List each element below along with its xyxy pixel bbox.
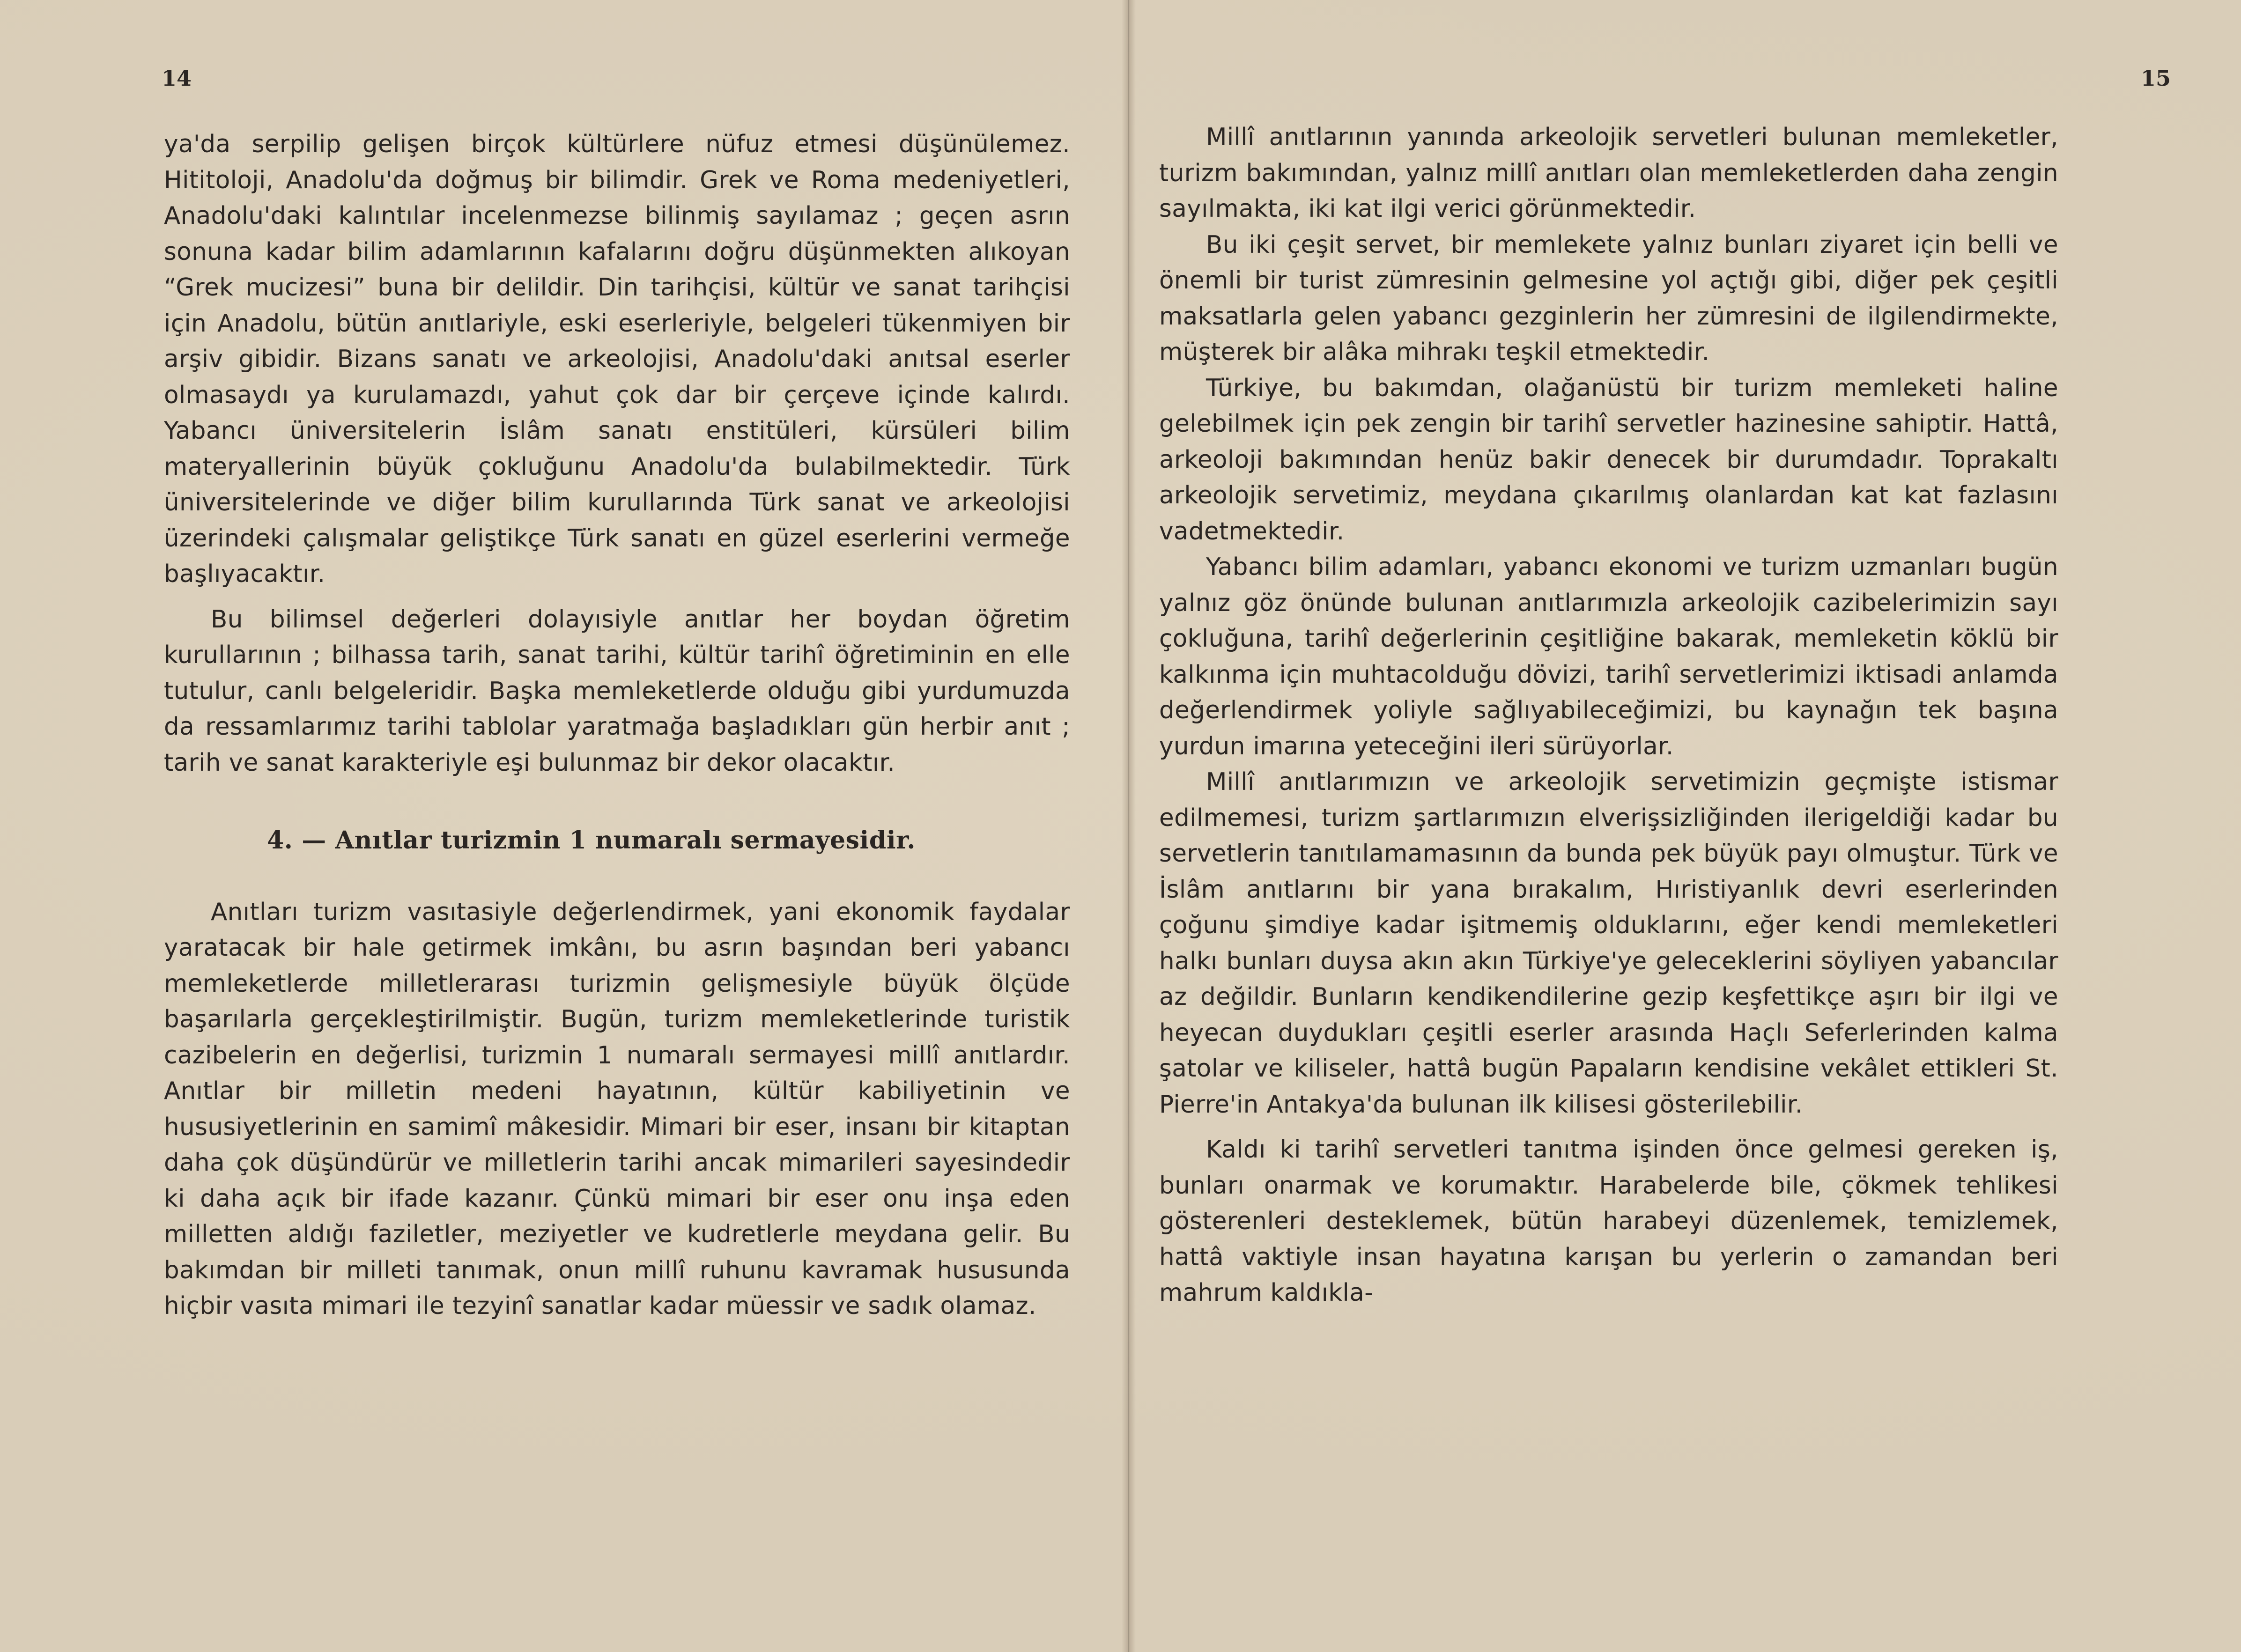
paragraph: Türkiye, bu bakımdan, olağanüstü bir turizm memleketi haline gelebilmek için pek zengin bir tarihî servetler hazinesine sahiptir. Hattâ, arkeoloji bakımından henüz bakir denecek bir durumdadır. Toprakaltı arkeolojik servetimiz, meydana çıkarılmış olanlardan kat kat fazlasını vadetmektedir. <box>1159 374 2058 546</box>
paragraph: ya'da serpilip gelişen birçok kültürlere nüfuz etmesi düşünülemez. Hititoloji, Anadolu'da doğmuş bir bilimdir. Grek ve Roma medeniyetleri, Anadolu'daki kalıntılar incelenmezse bilinmiş sayılamaz ; geçen asrın sonuna kadar bilim adamlarının kafalarını doğru düşünmekten alıkoyan “Grek mucizesi” buna bir delildir. Din tarihçisi, kültür ve sanat tarihçisi için Anadolu, bütün anıtlariyle, eski eserleriyle, belgeleri tükenmiyen bir arşiv gibidir. Bizans sanatı ve arkeolojisi, Anadolu'daki anıtsal eserler olmasaydı ya kurulamazdı, yahut çok dar bir çerçeve içinde kalırdı. Yabancı üniversitelerin İslâm sanatı enstitüleri, kürsüleri bilim materyallerinin büyük çokluğunu Anadolu'da bulabilmektedir. Türk üniversitelerinde ve diğer bilim kurullarında Türk sanat ve arkeolojisi üzerindeki çalışmalar geliştikçe Türk sanatı en güzel eserlerini vermeğe başlıyacaktır. <box>164 130 1070 588</box>
paragraph: Bu iki çeşit servet, bir memlekete yalnız bunları ziyaret için belli ve önemli bir turist zümresinin gelmesine yol açtığı gibi, diğer pek çeşitli maksatlarla gelen yabancı gezginlerin her zümresini de ilgilendirmekte, müşterek bir alâka mihrakı teşkil etmektedir. <box>1159 230 2058 366</box>
section-heading: 4. — Anıtlar turizmin 1 numaralı sermayesidir. <box>267 826 916 855</box>
right-page-text <box>1159 119 2058 1311</box>
paragraph: Kaldı ki tarihî servetleri tanıtma işinden önce gelmesi gereken iş, bunları onarmak ve korumaktır. Harabelerde bile, çökmek tehlikesi gösterenleri desteklemek, bütün harabeyi düzenlemek, temizlemek, hattâ vaktiyle insan hayatına karışan bu yerlerin o zamandan beri mahrum kaldıkla- <box>1159 1136 2058 1307</box>
paragraph: Yabancı bilim adamları, yabancı ekonomi ve turizm uzmanları bugün yalnız göz önünde bulunan anıtlarımızla arkeolojik cazibelerimizin sayı çokluğuna, tarihî değerlerinin çeşitliğine bakarak, memleketin köklü bir kalkınma için muhtacolduğu dövizi, tarihî servetlerimizi iktisadi anlamda değerlendirmek yoliyle sağlıyabileceğimizi, bu kaynağın tek başına yurdun imarına yeteceğini ileri sürüyorlar. <box>1159 553 2058 760</box>
right-page <box>1136 0 2241 1652</box>
page-number-right: 15 <box>2140 66 2171 91</box>
paragraph: Millî anıtlarımızın ve arkeolojik servetimizin geçmişte istismar edilmemesi, turizm şartlarımızın elverişsizliğinden ilerigeldiği kadar bu servetlerin tanıtılamamasının da bunda pek büyük payı olmuştur. Türk ve İslâm anıtlarını bir yana bırakalım, Hıristiyanlık devri eserlerinden çoğunu şimdiye kadar işitmemiş olduklarını, eğer kendi memleketleri halkı bunları duysa akın akın Türkiye'ye geleceklerini söyliyen yabancılar az değildir. Bunların kendikendilerine gezip keşfettikçe aşırı bir ilgi ve heyecan duydukları çeşitli eserler arasında Haçlı Seferlerinden kalma şatolar ve kiliseler, hattâ bugün Papaların kendisine vekâlet ettikleri St. Pierre'in Antakya'da bulunan ilk kilisesi gösterilebilir. <box>1159 768 2058 1119</box>
paragraph: Anıtları turizm vasıtasiyle değerlendirmek, yani ekonomik faydalar yaratacak bir hale getirmek imkânı, bu asrın başından beri yabancı memleketlerde milletlerarası turizmin gelişmesiyle büyük ölçüde başarılarla gerçekleştirilmiştir. Bugün, turizm memleketlerinde turistik cazibelerin en değerlisi, turizmin 1 numaralı sermayesi millî anıtlardır. Anıtlar bir milletin medeni hayatının, kültür kabiliyetinin ve hususiyetlerinin en samimî mâkesidir. Mimari bir eser, insanı bir kitaptan daha çok düşündürür ve milletlerin tarihi ancak mimarileri sayesindedir ki daha açık bir ifade kazanır. Çünkü mimari bir eser onu inşa eden milletten aldığı faziletler, meziyetler ve kudretlerle meydana gelir. Bu bakımdan bir milleti tanımak, onun millî ruhunu kavramak hususunda hiçbir vasıta mimari ile tezyinî sanatlar kadar müessir ve sadık olamaz. <box>164 898 1070 1320</box>
book-gutter <box>1122 0 1136 1652</box>
left-page-text <box>164 126 1070 1324</box>
paragraph: Millî anıtlarının yanında arkeolojik servetleri bulunan memleketler, turizm bakımından, yalnız millî anıtları olan memleketlerden daha zengin sayılmakta, iki kat ilgi verici görünmektedir. <box>1159 123 2058 223</box>
page-number-left: 14 <box>162 66 192 91</box>
paragraph: Bu bilimsel değerleri dolayısiyle anıtlar her boydan öğretim kurullarının ; bilhassa tarih, sanat tarihi, kültür tarihî öğretiminin en elle tutulur, canlı belgeleridir. Başka memleketlerde olduğu gibi yurdumuzda da ressamlarımız tarihi tablolar yaratmağa başladıkları gün herbir anıt ; tarih ve sanat karakteriyle eşi bulunmaz bir dekor olacaktır. <box>164 605 1070 777</box>
